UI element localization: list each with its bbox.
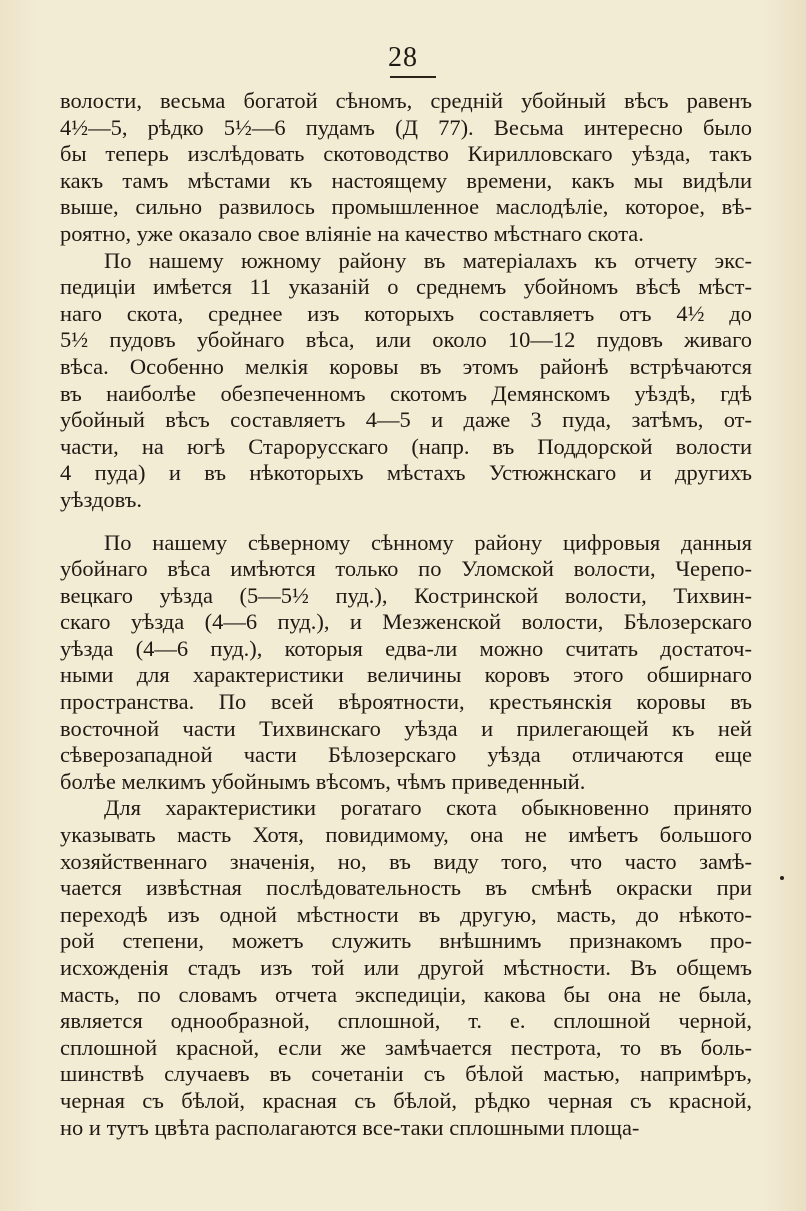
text-line: наго скота, среднее изъ которыхъ составляетъ отъ 4½ до <box>60 300 752 326</box>
text-line: сѣверозападной части Бѣлозерскаго уѣзда отличаются еще <box>60 742 752 768</box>
text-line: убойнаго вѣса имѣются только по Уломской волости, Черепо- <box>60 556 752 582</box>
text-line: педицiи имѣется 11 указанiй о среднемъ убойномъ вѣсѣ мѣст- <box>60 274 752 300</box>
text-line: бы теперь изслѣдовать скотоводство Кирилловскаго уѣзда, такъ <box>60 141 752 167</box>
text-line: 4 пуда) и въ нѣкоторыхъ мѣстахъ Устюжнскаго и другихъ <box>60 460 752 486</box>
text-line: уѣздовъ. <box>60 486 142 512</box>
text-line: пространства. По всей вѣроятности, крестьянскiя коровы въ <box>60 689 752 715</box>
text-line: волости, весьма богатой сѣномъ, среднiй убойный вѣсъ равенъ <box>60 88 752 113</box>
text-line: чается извѣстная послѣдовательность въ смѣнѣ окраски при <box>60 875 752 901</box>
body-text <box>60 88 752 1141</box>
text-line: черная съ бѣлой, красная съ бѣлой, рѣдко черная съ красной, <box>60 1087 752 1113</box>
text-line: указывать масть Хотя, повидимому, она не имѣетъ большого <box>60 822 752 848</box>
paragraph <box>60 88 752 248</box>
text-line: шинствѣ случаевъ въ сочетанiи съ бѣлой мастью, напримѣръ, <box>60 1061 752 1087</box>
text-line: болѣе мелкимъ убойнымъ вѣсомъ, чѣмъ приведенный. <box>60 768 586 794</box>
text-line: скаго уѣзда (4—6 пуд.), и Мезженской волости, Бѣлозерскаго <box>60 609 752 635</box>
text-line: восточной части Тихвинскаго уѣзда и прилегающей къ ней <box>60 715 752 741</box>
text-line: въ наиболѣе обезпеченномъ скотомъ Демянскомъ уѣздѣ, гдѣ <box>60 380 752 406</box>
text-line: сплошной красной, если же замѣчается пестрота, то въ боль- <box>60 1034 752 1060</box>
text-line: По нашему сѣверному сѣнному району цифровыя данныя <box>104 529 752 555</box>
text-line: убойный вѣсъ составляетъ 4—5 и даже 3 пуда, затѣмъ, от- <box>60 407 752 433</box>
text-line: 4½—5, рѣдко 5½—6 пудамъ (Д 77). Весьма интересно было <box>60 114 752 140</box>
text-line: вецкаго уѣзда (5—5½ пуд.), Костринской волости, Тихвин- <box>60 582 752 608</box>
text-line: 5½ пудовъ убойнаго вѣса, или около 10—12 пудовъ живаго <box>60 327 752 353</box>
paragraph <box>60 530 752 796</box>
text-line: рой степени, можетъ служить внѣшнимъ признакомъ про- <box>60 928 752 954</box>
text-line: исхожденiя стадъ изъ той или другой мѣстности. Въ общемъ <box>60 955 752 980</box>
paragraph <box>60 248 752 514</box>
page-number: 28 <box>388 42 418 73</box>
text-line: масть, по словамъ отчета экспедицiи, какова бы она не была, <box>60 981 752 1007</box>
text-line: части, на югѣ Старорусскаго (напр. въ Поддорской волости <box>60 433 752 459</box>
text-line: вѣса. Особенно мелкiя коровы въ этомъ районѣ встрѣчаются <box>60 353 752 379</box>
text-line: уѣзда (4—6 пуд.), которыя едва-ли можно считать достаточ- <box>60 635 752 661</box>
paragraph-gap <box>60 514 752 530</box>
text-line: какъ тамъ мѣстами къ настоящему времени, какъ мы видѣли <box>60 167 752 193</box>
paragraph <box>60 795 752 1141</box>
margin-speck <box>780 876 784 880</box>
text-line: хозяйственнаго значенiя, но, въ виду того, что часто замѣ- <box>60 848 752 874</box>
text-line: переходѣ изъ одной мѣстности въ другую, масть, до нѣкото- <box>60 901 752 927</box>
text-line: роятно, уже оказало свое влiянiе на качество мѣстнаго скота. <box>60 220 644 246</box>
text-line: По нашему южному району въ матерiалахъ къ отчету экс- <box>104 247 752 273</box>
text-line: является однообразной, сплошной, т. е. сплошной черной, <box>60 1008 752 1034</box>
page-number-underline <box>390 76 436 78</box>
text-line: выше, сильно развилось промышленное маслодѣлiе, которое, вѣ- <box>60 194 752 220</box>
text-line: ными для характеристики величины коровъ этого обширнаго <box>60 662 752 688</box>
text-line: но и тутъ цвѣта располагаются все-таки сплошными площа- <box>60 1114 640 1140</box>
text-line: Для характеристики рогатаго скота обыкновенно принято <box>104 795 752 821</box>
